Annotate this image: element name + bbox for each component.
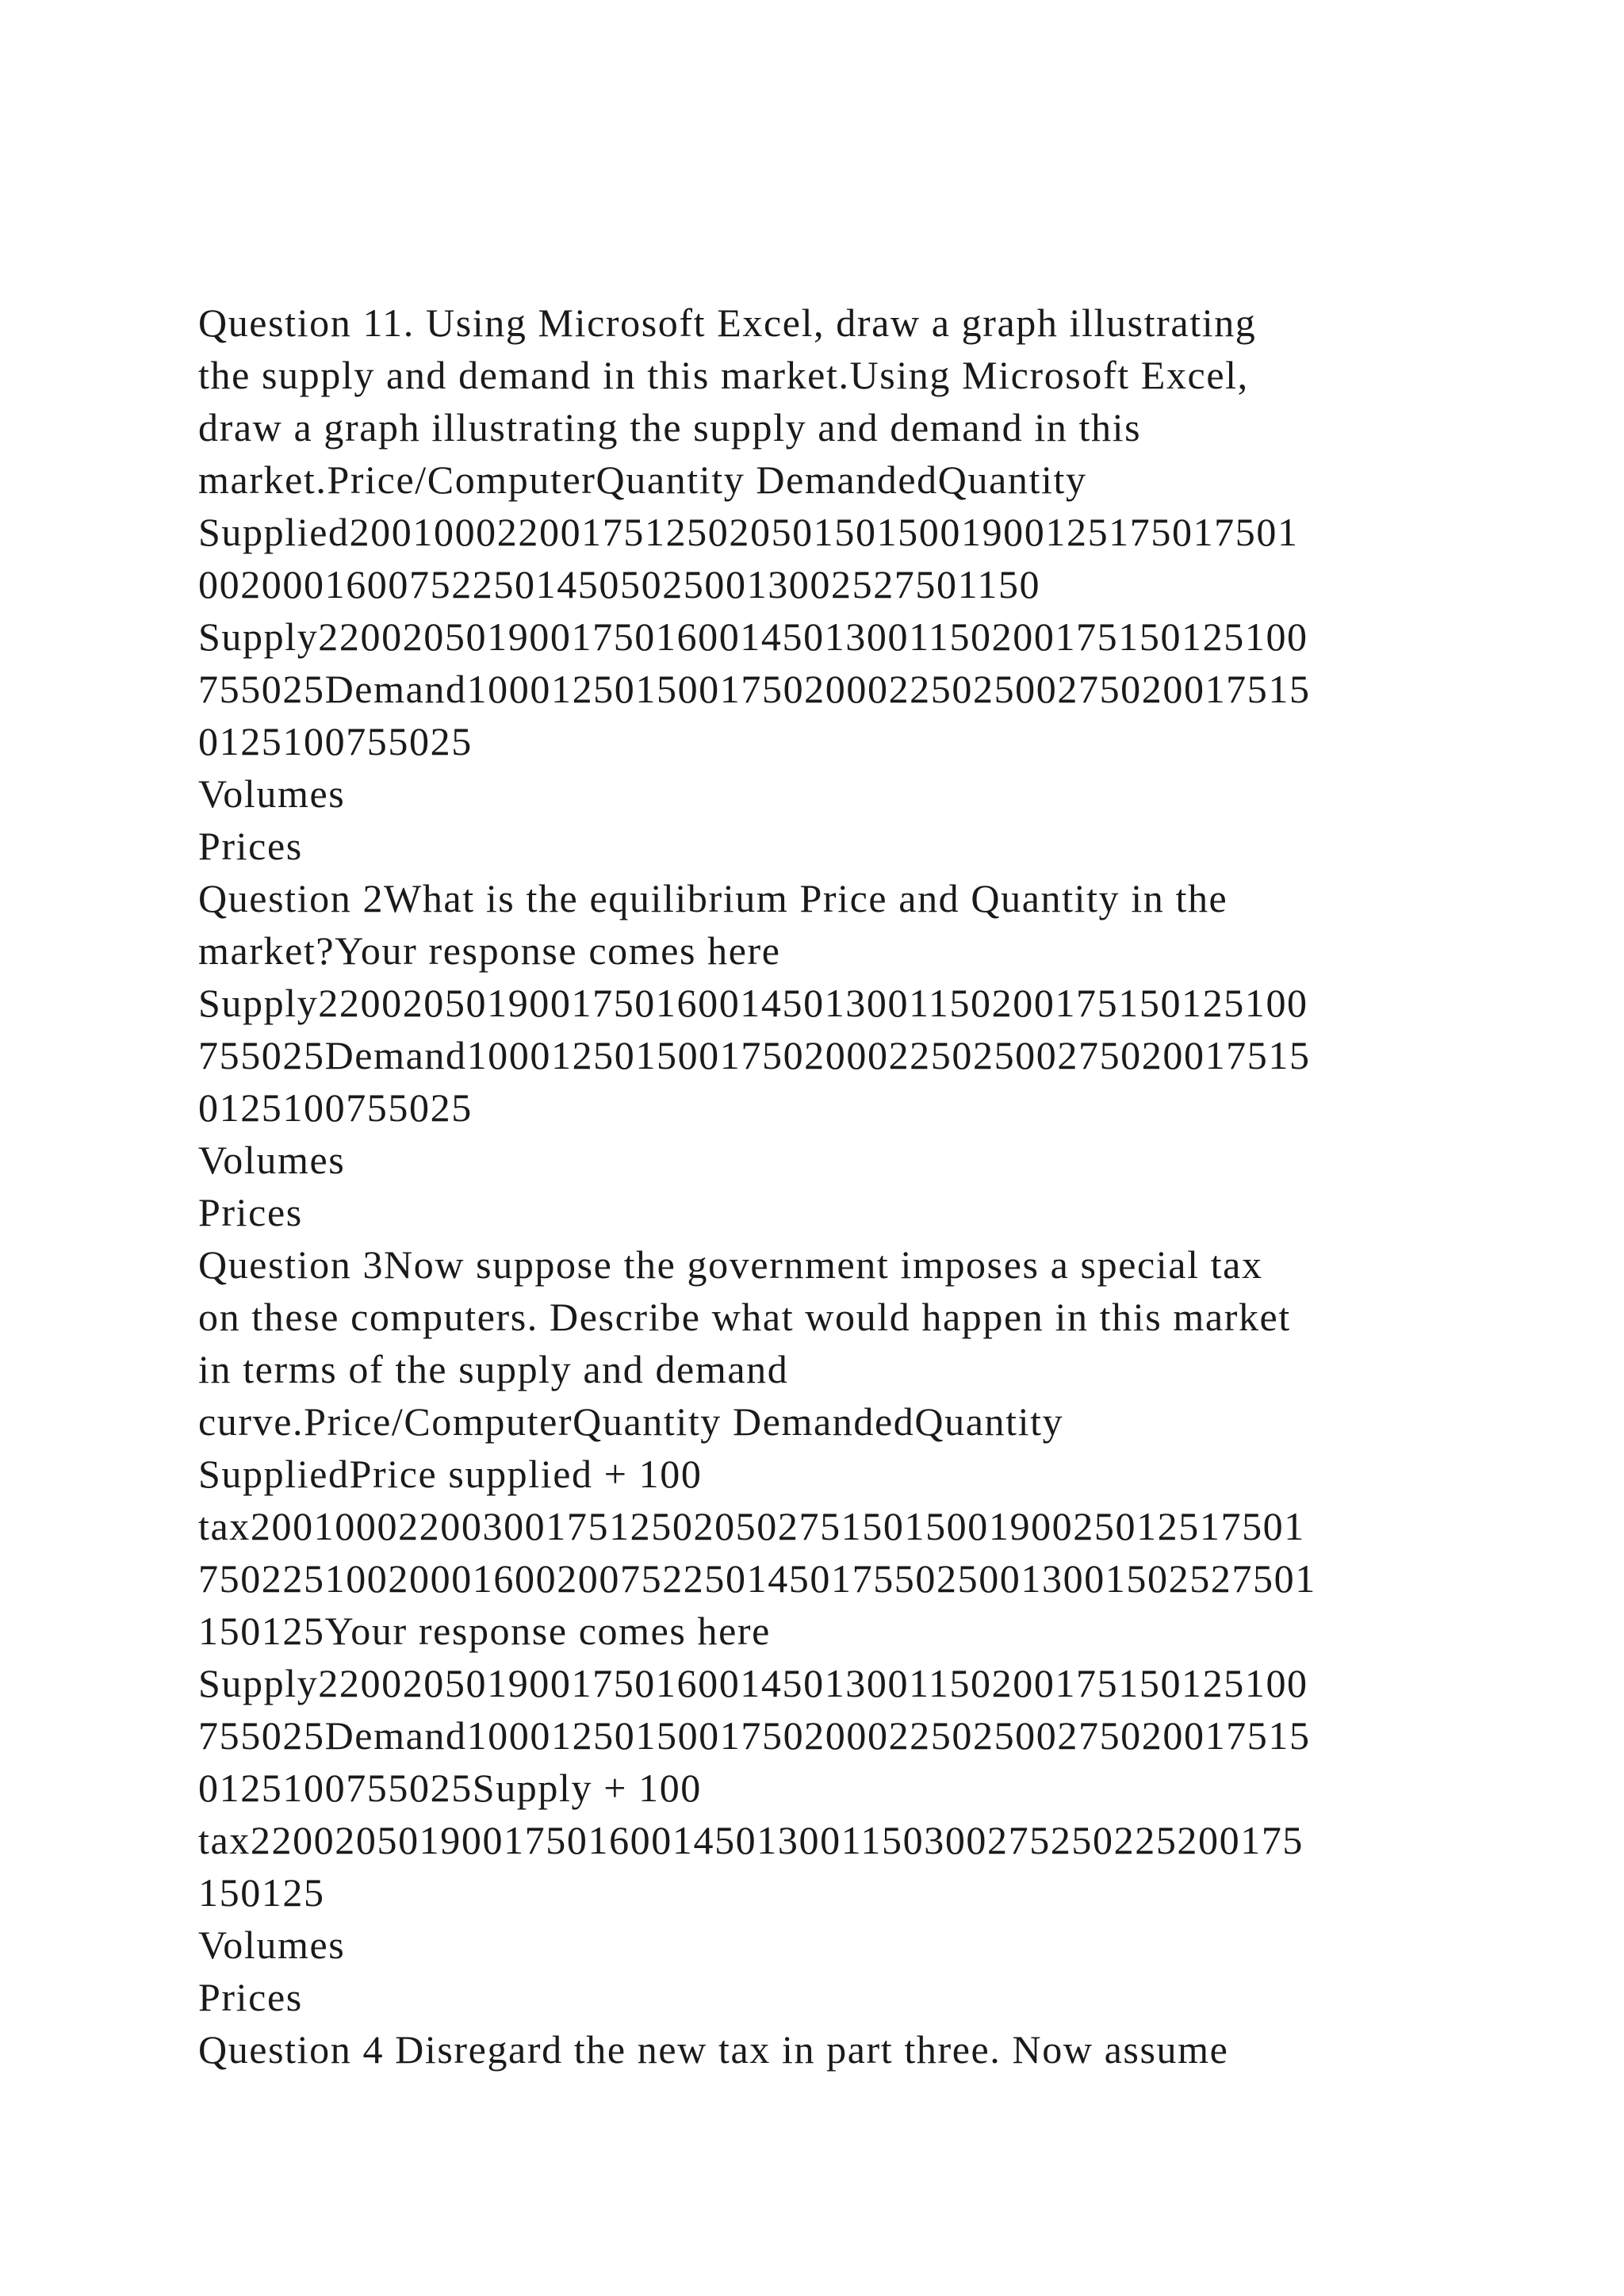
text-line: 150125Your response comes here: [198, 1609, 771, 1653]
text-line: Supply220020501900175016001450130011502001751501251​00: [198, 1661, 1308, 1705]
text-line: Question 3Now suppose the government imposes a special tax: [198, 1242, 1263, 1287]
text-line: SuppliedPrice supplied + 100: [198, 1452, 703, 1496]
text-line: tax2001000220030017512502050275150150019002501251750​1: [198, 1504, 1305, 1548]
text-line: 750225100200016002007522501450175502500130015025275​01: [198, 1556, 1316, 1601]
text-line: tax22002050190017501600145013001150300275250225200​175: [198, 1818, 1304, 1862]
text-line: Supply220020501900175016001450130011502001751501251​00: [198, 981, 1308, 1025]
text-line: Question 2What is the equilibrium Price and Quantity in the: [198, 876, 1228, 920]
text-line: Prices: [198, 824, 303, 868]
text-line: 0125100755025Supply + 100: [198, 1766, 702, 1810]
text-line: Prices: [198, 1190, 303, 1234]
text-line: on these computers. Describe what would happen in this market: [198, 1295, 1291, 1339]
text-line: 0125100755025: [198, 719, 473, 763]
text-line: the supply and demand in this market.Using Microsoft Excel,: [198, 353, 1249, 397]
text-line: Supplied2001000220017512502050150150019001251750175​01: [198, 510, 1299, 554]
text-line: 755025Demand100012501500175020002250250027502001751​5: [198, 667, 1311, 711]
text-line: 150125: [198, 1870, 325, 1915]
text-line: in terms of the supply and demand: [198, 1347, 789, 1391]
text-line: market?Your response comes here: [198, 928, 781, 973]
text-line: curve.Price/ComputerQuantity DemandedQuantity: [198, 1399, 1064, 1444]
text-line: 755025Demand100012501500175020002250250027502001751​5: [198, 1033, 1311, 1077]
text-line: Question 11. Using Microsoft Excel, draw a graph illustrating: [198, 300, 1257, 345]
text-line: draw a graph illustrating the supply and demand in this: [198, 405, 1142, 450]
text-line: Volumes: [198, 1923, 346, 1967]
text-line: Volumes: [198, 771, 346, 816]
document-text: [198, 297, 1562, 2076]
text-line: Volumes: [198, 1138, 346, 1182]
text-line: 0125100755025: [198, 1085, 473, 1130]
text-line: 002000160075225014505025001300252​7501150: [198, 562, 1041, 607]
text-line: market.Price/ComputerQuantity DemandedQuantity: [198, 457, 1087, 502]
text-line: Supply220020501900175016001450130011502001751501251​00: [198, 614, 1308, 659]
text-line: 755025Demand100012501500175020002250250027502001751​5: [198, 1713, 1311, 1758]
text-line: Prices: [198, 1975, 303, 2019]
text-line: Question 4 Disregard the new tax in part three. Now assume: [198, 2027, 1229, 2072]
